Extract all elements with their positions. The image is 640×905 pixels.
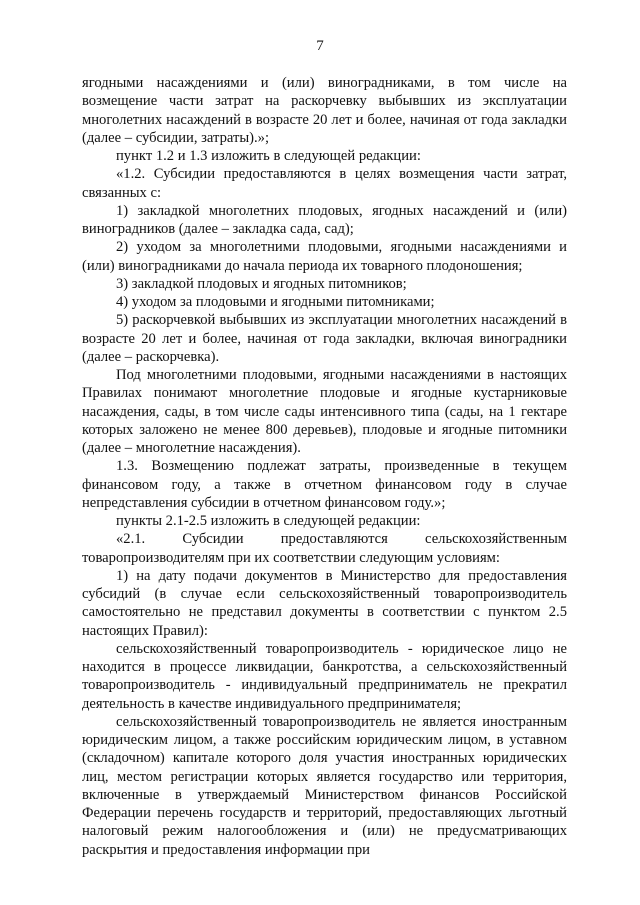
- paragraph: 2) уходом за многолетними плодовыми, ягодными насаждениями и (или) виноградниками до начала периода их товарного плодоношения;: [82, 239, 567, 274]
- paragraph: сельскохозяйственный товаропроизводитель не является иностранным юридическим лицом, а также российским юридическим лицом, в уставном (складочном) капитале которого доля участия иностранных юридических лиц, местом регистрации которых является государство или территория, включенные в утверждаемый Министерством финансов Российской Федерации перечень государств и территорий, предоставляющих льготный налоговый режим налогообложения и (или) не предусматривающих раскрытия и предоставления информации при: [82, 713, 567, 858]
- paragraph: сельскохозяйственный товаропроизводитель - юридическое лицо не находится в процессе ликвидации, банкротства, а сельскохозяйственный товаропроизводитель - индивидуальный предприниматель не прекратил деятельность в качестве индивидуального предпринимателя;: [82, 640, 567, 712]
- paragraph: 4) уходом за плодовыми и ягодными питомниками;: [116, 294, 435, 310]
- paragraph: «1.2. Субсидии предоставляются в целях возмещения части затрат, связанных с:: [82, 166, 567, 201]
- paragraph: ягодными насаждениями и (или) виноградниками, в том числе на возмещение части затрат на раскорчевку выбывших из эксплуатации многолетних насаждений в возрасте 20 лет и более, начиная от года закладки (далее – субсидии, затраты).»;: [82, 75, 567, 146]
- paragraph: 5) раскорчевкой выбывших из эксплуатации многолетних насаждений в возрасте 20 лет и более, начиная от года закладки, включая виноградники (далее – раскорчевка).: [82, 312, 567, 365]
- paragraph: Под многолетними плодовыми, ягодными насаждениями в настоящих Правилах понимают многолетние плодовые и ягодные кустарниковые насаждения, сады, в том числе сады интенсивного типа (сады, на 1 гектаре которых заложено не менее 800 деревьев), плодовые и ягодные питомники (далее – многолетние насаждения).: [82, 367, 567, 456]
- paragraph: «2.1. Субсидии предоставляются сельскохозяйственным товаропроизводителям при их соответствии следующим условиям:: [82, 531, 567, 566]
- paragraph: 3) закладкой плодовых и ягодных питомников;: [116, 275, 407, 292]
- paragraph: 1) на дату подачи документов в Министерство для предоставления субсидий (в случае если сельскохозяйственный товаропроизводитель самостоятельно не представил документы в соответствии с пунктом 2.5 настоящих Правил):: [82, 567, 567, 639]
- paragraph: 1) закладкой многолетних плодовых, ягодных насаждений и (или) виноградников (далее – закладка сада, сад);: [82, 202, 567, 237]
- page-number: 7: [316, 38, 324, 54]
- paragraph: 1.3. Возмещению подлежат затраты, произведенные в текущем финансовом году, а также в отчетном финансовом году в случае непредставления субсидии в отчетном финансовом году.»;: [82, 458, 567, 511]
- document-body: [82, 74, 567, 859]
- paragraph: пункты 2.1-2.5 изложить в следующей редакции:: [116, 513, 421, 529]
- paragraph: пункт 1.2 и 1.3 изложить в следующей редакции:: [116, 148, 421, 164]
